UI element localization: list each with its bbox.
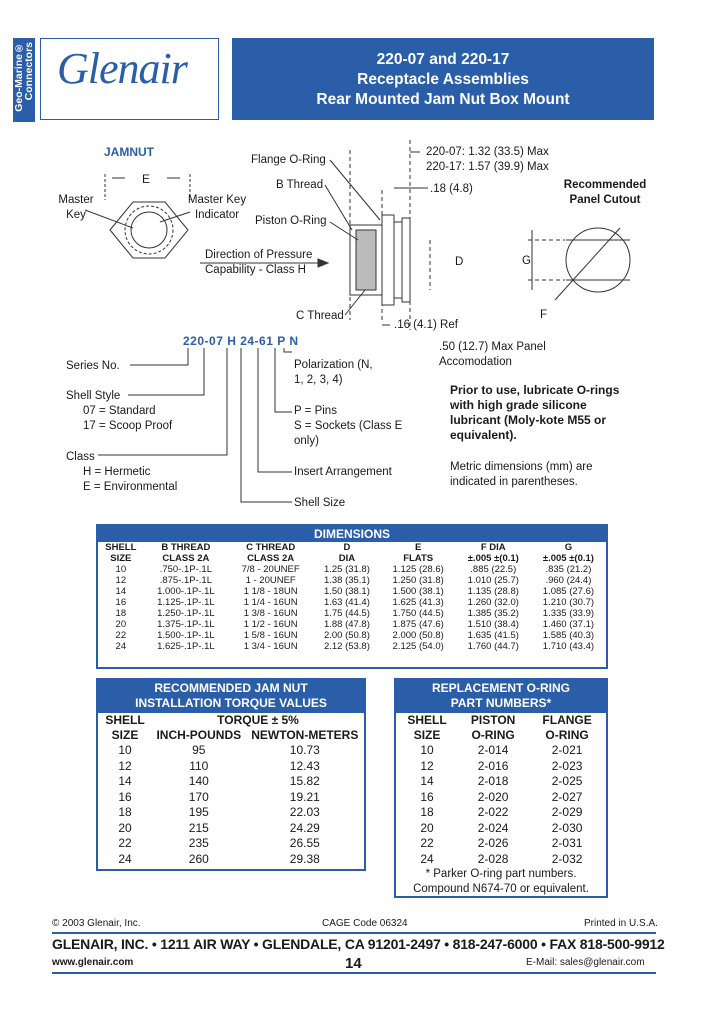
table-row — [396, 774, 606, 790]
table-row — [98, 630, 606, 641]
oring-title-2: PART NUMBERS* — [450, 696, 552, 710]
dim-cell: 1.335 (33.9) — [542, 608, 595, 619]
dim-cell: 1.625-.1P-.1L — [157, 641, 215, 652]
oring-table — [394, 678, 608, 898]
dim-cell: 1.585 (40.3) — [542, 630, 595, 641]
dim-cell: 1 1/2 - 16UN — [243, 619, 298, 630]
dimensions-grid — [98, 542, 606, 652]
dim-cell: 1.38 (35.1) — [323, 575, 370, 586]
dim-cell: 12 — [115, 575, 127, 586]
table-row — [98, 852, 364, 868]
torque-cell: 12 — [118, 758, 132, 773]
torque-h-size: SIZE — [111, 728, 139, 742]
dim-header-1-1: CLASS 2A — [162, 553, 210, 564]
dim-cell: 2.00 (50.8) — [323, 630, 370, 641]
oring-cell: 2-016 — [477, 758, 509, 773]
flange-oring-label: Flange O-Ring — [251, 154, 326, 166]
oring-cell: 2-024 — [477, 820, 509, 835]
table-row — [396, 743, 606, 759]
jamnut-dim-e: E — [142, 172, 151, 186]
torque-title-2: INSTALLATION TORQUE VALUES — [135, 696, 327, 710]
torque-cell: 24.29 — [289, 820, 320, 835]
oring-cell: 2-021 — [551, 743, 583, 757]
torque-cell: 10 — [118, 743, 132, 757]
dim-cell: 1.385 (35.2) — [467, 608, 519, 619]
length-220-07: 220-07: 1.32 (33.5) Max — [426, 146, 549, 158]
torque-h-inch: INCH-POUNDS — [156, 728, 242, 742]
dim-cell: 10 — [115, 564, 127, 575]
dim-header-0-1: SIZE — [110, 553, 132, 564]
torque-cell: 18 — [118, 805, 132, 819]
title-line-3: Rear Mounted Jam Nut Box Mount — [316, 91, 570, 108]
dim-cell: 1.710 (43.4) — [542, 641, 595, 652]
oring-cell: 10 — [420, 743, 434, 757]
glenair-logo — [40, 38, 219, 120]
torque-cell: 22 — [118, 836, 132, 850]
copyright: © 2003 Glenair, Inc. — [52, 918, 141, 929]
oring-note-1: * Parker O-ring part numbers. — [425, 868, 577, 880]
table-row — [396, 836, 606, 852]
torque-cell: 19.21 — [289, 789, 320, 804]
dim-cell: 7/8 - 20UNEF — [241, 564, 300, 575]
dim-cell: 1.250-.1P-.1L — [157, 608, 215, 619]
jamnut-hex — [110, 202, 188, 258]
torque-grid — [98, 713, 364, 867]
oring-cell: 2-029 — [551, 805, 583, 819]
table-row — [396, 790, 606, 806]
dim-cell: 1.88 (47.8) — [323, 619, 370, 630]
torque-h-torque: TORQUE ± 5% — [217, 713, 299, 727]
jamnut-title: JAMNUT — [104, 145, 154, 159]
table-row — [396, 852, 606, 868]
cage-code: CAGE Code 06324 — [322, 918, 408, 929]
dim-cell: 2.12 (53.8) — [323, 641, 370, 652]
cutout-dim-g: G — [522, 255, 531, 267]
side-tab-line2: Connectors — [23, 42, 35, 101]
dim-d: D — [455, 256, 464, 268]
polarization-label: Polarization (N, 1, 2, 3, 4) — [294, 359, 373, 386]
torque-cell: 14 — [118, 774, 132, 788]
dim-cell: 1.000-.1P-.1L — [157, 586, 215, 597]
piston-oring-label: Piston O-Ring — [255, 215, 327, 227]
oring-cell: 2-031 — [551, 836, 583, 850]
torque-cell: 24 — [118, 851, 132, 866]
series-label: Series No. — [66, 360, 120, 372]
oring-cell: 18 — [420, 805, 434, 819]
oring-cell: 20 — [420, 820, 434, 835]
dim-cell: 1.135 (28.8) — [467, 586, 519, 597]
email-link[interactable]: E-Mail: sales@glenair.com — [526, 957, 645, 968]
table-row — [98, 641, 606, 652]
logo-text: Glenair — [57, 44, 187, 93]
oring-cell: 24 — [420, 851, 434, 866]
torque-title-1: RECOMMENDED JAM NUT — [154, 681, 308, 695]
dim-header-4-1: FLATS — [403, 553, 434, 564]
dim-cell: 1 5/8 - 16UN — [243, 630, 298, 641]
oring-title-1: REPLACEMENT O-RING — [432, 681, 570, 695]
dim-cell: 1.625 (41.3) — [392, 597, 444, 608]
dim-cell: 20 — [115, 619, 127, 630]
dimensions-table — [96, 524, 608, 669]
dim-cell: 1.250 (31.8) — [392, 575, 444, 586]
torque-cell: 29.38 — [289, 851, 320, 866]
dim-18: .18 (4.8) — [430, 183, 473, 195]
torque-cell: 195 — [188, 805, 209, 819]
dim-cell: 1.125 (28.6) — [392, 564, 444, 575]
table-row — [98, 564, 606, 575]
table-row — [98, 821, 364, 837]
side-tab — [13, 38, 35, 122]
torque-cell: 95 — [192, 743, 206, 757]
torque-cell: 15.82 — [289, 774, 320, 788]
part-number-code: 220-07 H 24-61 P N — [183, 334, 299, 348]
torque-cell: 170 — [188, 789, 209, 804]
oring-h-piston: PISTON — [470, 713, 516, 727]
torque-table — [96, 678, 366, 871]
dim-header-6-0: G — [564, 542, 573, 553]
dim-cell: 1.635 (41.5) — [467, 630, 519, 641]
torque-cell: 16 — [118, 789, 132, 804]
dim-cell: 1 1/8 - 18UN — [243, 586, 298, 597]
dim-cell: 1.460 (37.1) — [542, 619, 595, 630]
dim-header-4-0: E — [414, 542, 422, 553]
table-row — [98, 759, 364, 775]
oring-cell: 2-026 — [477, 836, 509, 850]
table-row — [98, 743, 364, 759]
oring-h-oring1: O-RING — [471, 728, 515, 742]
side-tab-line1: Geo-Marine® — [13, 42, 25, 112]
torque-cell: 140 — [188, 774, 209, 788]
dim-cell: 1.085 (27.6) — [542, 586, 595, 597]
oring-cell: 2-025 — [551, 774, 583, 788]
b-thread-label: B Thread — [276, 179, 324, 191]
dim-header-3-0: D — [343, 542, 351, 553]
dim-cell: 1.25 (31.8) — [323, 564, 370, 575]
title-line-1: 220-07 and 220-17 — [376, 51, 510, 68]
shell-size-label: Shell Size — [294, 497, 346, 509]
jamnut-drawing — [85, 174, 190, 258]
dim-cell: 1.010 (25.7) — [467, 575, 519, 586]
oring-cell: 2-032 — [551, 851, 583, 866]
torque-cell: 235 — [188, 836, 209, 850]
footer-rule-top — [52, 932, 656, 934]
table-row — [98, 575, 606, 586]
class-e: E = Environmental — [83, 481, 178, 493]
pressure-label: Direction of Pressure Capability - Class H — [205, 249, 313, 276]
lubricate-note: Prior to use, lubricate O-rings with high grade silicone lubricant (Moly-kote M55 or equivalent). — [450, 383, 620, 442]
c-thread-label: C Thread — [296, 310, 344, 322]
title-line-2: Receptacle Assemblies — [357, 71, 529, 88]
jamnut-inner-circle — [131, 212, 167, 248]
oring-cell: 2-018 — [477, 774, 509, 788]
dim-cell: 1.500-.1P-.1L — [157, 630, 215, 641]
oring-cell: 14 — [420, 774, 434, 788]
dim-cell: 16 — [115, 597, 127, 608]
torque-cell: 26.55 — [289, 836, 320, 850]
page-number: 14 — [345, 955, 362, 972]
dim-cell: 1.375-.1P-.1L — [157, 619, 215, 630]
website-link[interactable]: www.glenair.com — [52, 957, 134, 968]
oring-cell: 16 — [420, 789, 434, 804]
dim-cell: 24 — [115, 641, 127, 652]
table-row — [396, 821, 606, 837]
dim-cell: 1.875 (47.6) — [392, 619, 444, 630]
torque-cell: 20 — [118, 820, 132, 835]
oring-cell: 2-023 — [551, 758, 583, 773]
dim-cell: 1.510 (38.4) — [467, 619, 519, 630]
master-key-label: Master Key — [58, 194, 94, 221]
dim-header-2-1: CLASS 2A — [247, 553, 295, 564]
oring-grid — [396, 713, 606, 867]
dim-cell: .835 (21.2) — [545, 564, 592, 575]
printed-in: Printed in U.S.A. — [584, 918, 658, 929]
metric-note: Metric dimensions (mm) are indicated in parentheses. — [450, 461, 593, 488]
oring-cell: 2-027 — [551, 789, 583, 804]
dim-header-5-1: ±.005 ±(0.1) — [467, 553, 519, 564]
master-key-indicator-label: Master Key Indicator — [187, 194, 247, 221]
dim-cell: 1.125-.1P-.1L — [157, 597, 215, 608]
torque-cell: 260 — [188, 851, 209, 866]
oring-cell: 2-020 — [477, 789, 509, 804]
dim-cell: .875-.1P-.1L — [159, 575, 213, 586]
dim-16: .16 (4.1) Ref — [394, 319, 458, 331]
company-line: GLENAIR, INC. • 1211 AIR WAY • GLENDALE, CA 91201-2497 • 818-247-6000 • FAX 818-500-9912 — [52, 936, 665, 952]
oring-cell: 12 — [420, 758, 434, 773]
table-row — [98, 774, 364, 790]
oring-h-flange: FLANGE — [542, 713, 592, 727]
dim-cell: 1.260 (32.0) — [467, 597, 519, 608]
dim-cell: .885 (22.5) — [470, 564, 517, 575]
table-row — [98, 586, 606, 597]
length-220-17: 220-17: 1.57 (39.9) Max — [426, 161, 549, 173]
dim-50: .50 (12.7) Max Panel Accomodation — [439, 341, 546, 368]
oring-h-shell: SHELL — [407, 713, 447, 727]
dim-cell: 2.000 (50.8) — [392, 630, 444, 641]
table-row — [98, 805, 364, 821]
dim-cell: 1 - 20UNEF — [245, 575, 296, 586]
dim-cell: 1 1/4 - 16UN — [243, 597, 298, 608]
dim-cell: 1.500 (38.1) — [392, 586, 444, 597]
oring-cell: 22 — [420, 836, 434, 850]
torque-cell: 12.43 — [289, 758, 320, 773]
dim-header-3-1: DIA — [338, 553, 356, 564]
footer-rule-bottom — [52, 972, 656, 974]
dim-cell: 18 — [115, 608, 127, 619]
shell-style-17: 17 = Scoop Proof — [83, 420, 173, 432]
torque-cell: 10.73 — [289, 743, 320, 757]
dim-cell: .960 (24.4) — [545, 575, 592, 586]
table-row — [98, 608, 606, 619]
table-row — [98, 836, 364, 852]
receptacle-side-view — [325, 140, 430, 330]
page-title — [232, 38, 654, 120]
dim-header-5-0: F DIA — [480, 542, 506, 553]
table-row — [98, 597, 606, 608]
dim-header-0-0: SHELL — [105, 542, 137, 553]
oring-note-2: Compound N674-70 or equivalent. — [413, 883, 589, 895]
sockets-label: S = Sockets (Class E only) — [294, 420, 403, 447]
dimensions-title: DIMENSIONS — [313, 527, 390, 541]
dim-cell: 1.75 (44.5) — [323, 608, 370, 619]
torque-cell: 215 — [188, 820, 209, 835]
panel-cutout-drawing — [528, 228, 630, 300]
dim-cell: 1.50 (38.1) — [323, 586, 370, 597]
dim-cell: 1.760 (44.7) — [467, 641, 519, 652]
dim-cell: .750-.1P-.1L — [159, 564, 213, 575]
oring-cell: 2-014 — [477, 743, 509, 757]
class-label: Class — [66, 451, 95, 463]
table-row — [396, 759, 606, 775]
cutout-dim-f: F — [540, 309, 548, 321]
oring-cell: 2-030 — [551, 820, 583, 835]
dim-cell: 1 3/4 - 16UN — [243, 641, 298, 652]
oring-h-size: SIZE — [413, 728, 441, 742]
oring-cell: 2-028 — [477, 851, 509, 866]
dim-cell: 14 — [115, 586, 127, 597]
dim-cell: 1.210 (30.7) — [542, 597, 595, 608]
class-h: H = Hermetic — [83, 466, 151, 478]
shell-style-07: 07 = Standard — [83, 405, 156, 417]
dim-cell: 22 — [115, 630, 127, 641]
cutout-title: Recommended Panel Cutout — [563, 179, 647, 206]
pins-label: P = Pins — [294, 405, 337, 417]
torque-h-newton: NEWTON-METERS — [251, 728, 359, 742]
technical-drawing — [0, 130, 720, 340]
cutout-circle — [566, 228, 630, 292]
dim-header-6-1: ±.005 ±(0.1) — [542, 553, 594, 564]
dim-cell: 2.125 (54.0) — [392, 641, 444, 652]
oring-h-oring2: O-RING — [545, 728, 589, 742]
torque-cell: 22.03 — [289, 805, 320, 819]
torque-h-shell: SHELL — [105, 713, 145, 727]
shell-style-label: Shell Style — [66, 390, 121, 402]
table-row — [98, 619, 606, 630]
dim-header-1-0: B THREAD — [161, 542, 211, 553]
dim-header-2-0: C THREAD — [246, 542, 296, 553]
torque-cell: 110 — [189, 758, 209, 773]
table-row — [396, 805, 606, 821]
oring-cell: 2-022 — [477, 805, 509, 819]
insert-label: Insert Arrangement — [294, 466, 392, 478]
table-row — [98, 790, 364, 806]
dim-cell: 1.63 (41.4) — [323, 597, 370, 608]
dim-cell: 1.750 (44.5) — [392, 608, 444, 619]
dim-cell: 1 3/8 - 16UN — [243, 608, 298, 619]
jamnut-thread-circle — [125, 206, 173, 254]
